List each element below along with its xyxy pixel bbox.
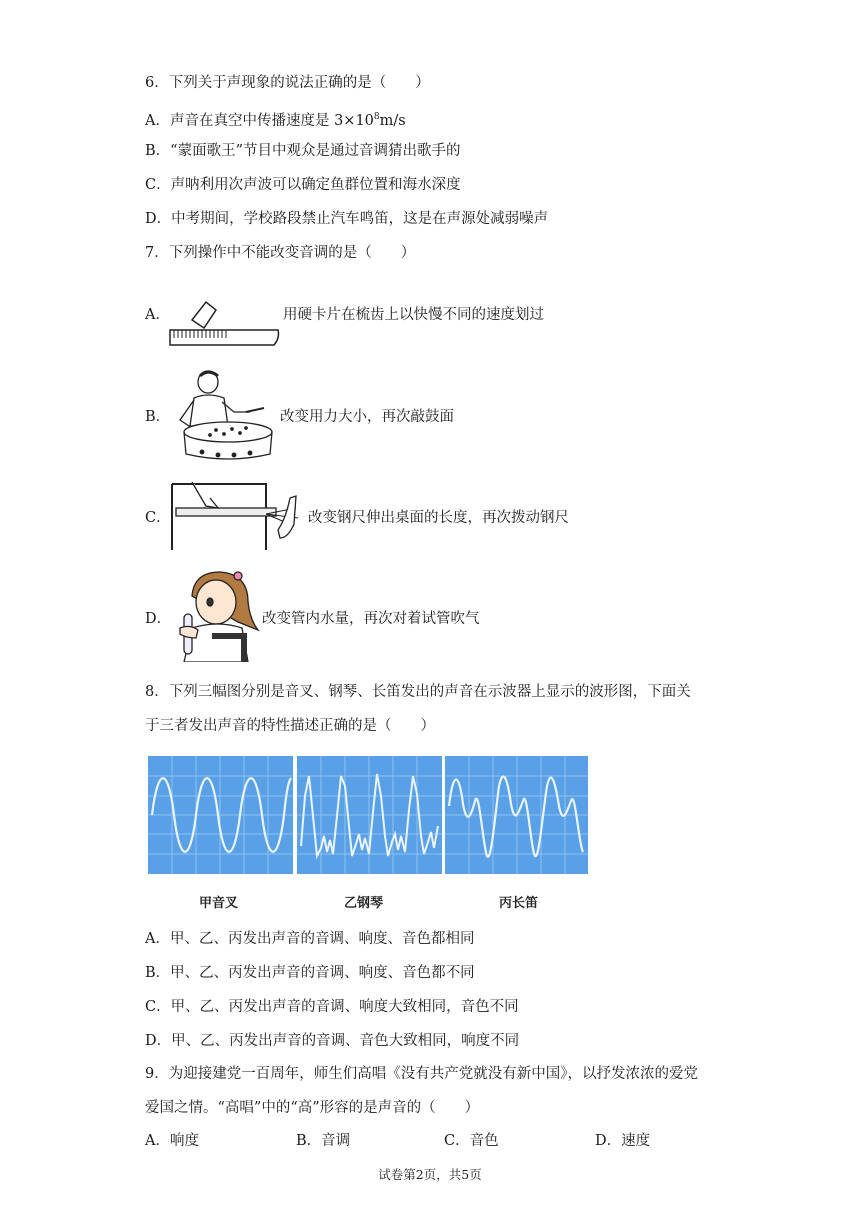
q9-stem-line2: 爱国之情。“高唱”中的“高”形容的是声音的（ ）	[145, 1100, 480, 1116]
q7-option-c-letter: C．	[145, 510, 171, 526]
oscilloscope-tuning-fork	[148, 756, 293, 874]
page-footer: 试卷第2页，共5页	[378, 1167, 482, 1182]
q8-option-b: B．甲、乙、丙发出声音的音调、响度、音色都不同	[145, 965, 475, 981]
q8-option-c: C．甲、乙、丙发出声音的音调、响度大致相同，音色不同	[145, 999, 519, 1015]
q8-stem-line1: 8．下列三幅图分别是音叉、钢琴、长笛发出的声音在示波器上显示的波形图，下面关	[145, 684, 691, 700]
q9-stem-line1: 9．为迎接建党一百周年，师生们高唱《没有共产党就没有新中国》，以抒发浓浓的爱党	[145, 1066, 698, 1082]
q7-option-b-letter: B．	[145, 409, 171, 425]
q6-option-c: C．声呐利用次声波可以确定鱼群位置和海水深度	[145, 177, 461, 193]
ruler-table-icon	[170, 478, 308, 552]
q8-stem-line2: 于三者发出声音的特性描述正确的是（ ）	[145, 718, 435, 734]
q6-option-b: B．“蒙面歌王”节目中观众是通过音调猜出歌手的	[145, 143, 461, 159]
wave-label-flute: 丙长笛	[499, 896, 539, 911]
drummer-icon	[172, 368, 278, 460]
comb-card-icon	[168, 298, 280, 350]
oscilloscope-piano	[297, 756, 442, 874]
q7-option-a-letter: A．	[145, 307, 170, 323]
q7-option-a-text: 用硬卡片在梳齿上以快慢不同的速度划过	[283, 307, 544, 323]
oscilloscope-flute	[445, 756, 588, 874]
q8-option-a: A．甲、乙、丙发出声音的音调、响度、音色都相同	[145, 931, 475, 947]
q7-option-b-text: 改变用力大小，再次敲鼓面	[280, 409, 454, 425]
q9-option-a: A．响度	[145, 1133, 199, 1149]
q6-stem: 6．下列关于声现象的说法正确的是（ ）	[145, 75, 430, 91]
q8-option-d: D．甲、乙、丙发出声音的音调、音色大致相同，响度不同	[145, 1033, 520, 1049]
q9-option-b: B．音调	[296, 1133, 351, 1149]
girl-test-tube-icon	[172, 566, 262, 662]
q6-option-a: A．声音在真空中传播速度是 $3\times 10^8m/s$	[145, 112, 406, 129]
q9-option-d: D．速度	[595, 1133, 651, 1149]
wave-label-tuning-fork: 甲音叉	[199, 896, 239, 911]
wave-label-piano: 乙钢琴	[344, 896, 384, 911]
q7-option-c-text: 改变钢尺伸出桌面的长度，再次拨动钢尺	[308, 510, 569, 526]
q7-option-d-letter: D．	[145, 611, 172, 627]
q7-stem: 7．下列操作中不能改变音调的是（ ）	[145, 245, 416, 261]
q6-option-d: D．中考期间，学校路段禁止汽车鸣笛，这是在声源处减弱噪声	[145, 211, 549, 227]
q9-option-c: C．音色	[444, 1133, 499, 1149]
q7-option-d-text: 改变管内水量，再次对着试管吹气	[262, 611, 480, 627]
